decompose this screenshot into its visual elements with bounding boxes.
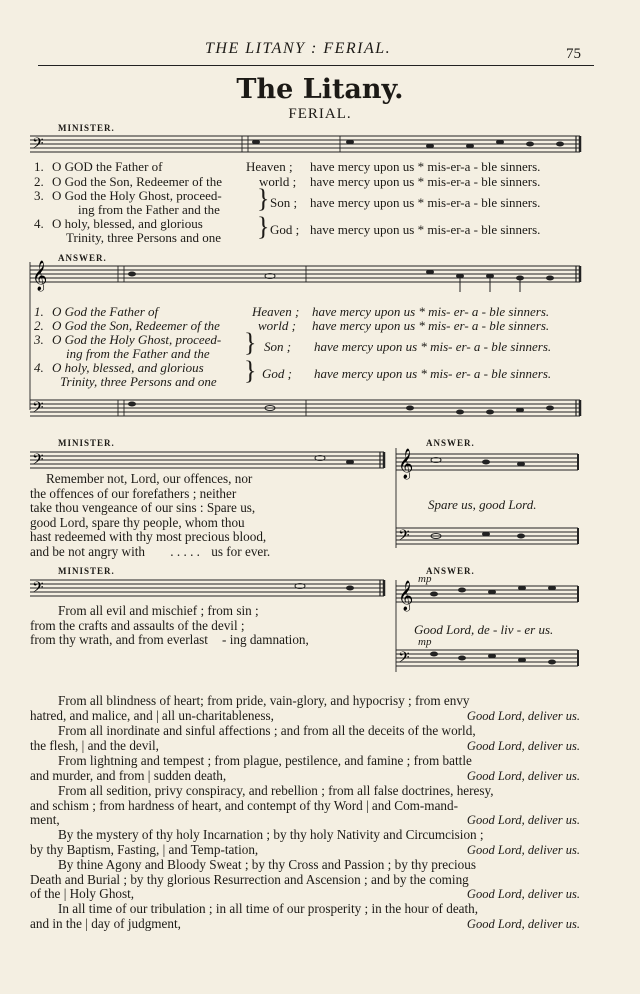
svg-text:𝄢: 𝄢 [398, 649, 410, 670]
svg-text:𝄢: 𝄢 [398, 527, 410, 548]
deprecation-6: By thine Agony and Bloody Sweat ; by thy Cross and Passion ; by thy precious Death and Burial ; by thy glorious Resurrection and Ascension ; and by the coming of the | Holy Ghost, Good Lord, deliver us. [30, 857, 580, 901]
answer-bass-staff [30, 396, 582, 422]
evil-text: From all evil and mischief ; from sin ; from the crafts and assaults of the devil ; from thy wrath, and from everlast - ing damnation, [30, 603, 309, 647]
minister-response-2: have mercy upon us * mis-er-a - ble sinners. [310, 174, 541, 189]
minister-label-2: MINISTER. [58, 438, 115, 448]
minister-response-3: have mercy upon us * mis-er-a - ble sinners. [310, 195, 541, 210]
answer-response-4: have mercy upon us * mis- er- a - ble sinners. [314, 366, 552, 381]
answer-invocation-1: 1. O God the Father of [34, 304, 159, 319]
minister-invocation-3-cont: ing from the Father and the [78, 202, 220, 217]
brace: } [257, 212, 270, 241]
dynamic-mp: mp [418, 573, 432, 585]
deprecation-4: From all sedition, privy conspiracy, and rebellion ; from all false doctrines, heresy, and schism ; from hardness of heart, and contempt of thy Word | and Com-mand- ment, Good Lord, deliver us. [30, 783, 580, 827]
minister-invocation-2-end: world ; [259, 174, 297, 189]
minister-label: MINISTER. [58, 123, 115, 133]
answer-invocation-4: 4. O holy, blessed, and glorious [34, 360, 204, 375]
minister-response-1: have mercy upon us * mis-er-a - ble sinners. [310, 159, 541, 174]
header-rule [38, 65, 594, 66]
brace: } [244, 356, 257, 385]
brace: } [244, 328, 257, 357]
answer-invocation-4-cont: Trinity, three Persons and one [60, 374, 217, 389]
deprecation-3: From lightning and tempest ; from plague, pestilence, and famine ; from battle and murder, and from | sudden death, Good Lord, deliver us. [30, 753, 580, 783]
page-number: 75 [566, 46, 581, 62]
answer-response-1: have mercy upon us * mis- er- a - ble sinners. [312, 304, 550, 319]
svg-text:𝄢: 𝄢 [32, 579, 44, 600]
svg-text:𝄢: 𝄢 [32, 399, 44, 420]
answer-treble-staff-3 [396, 580, 582, 612]
minister-staff-3 [30, 576, 386, 602]
running-head: THE LITANY : FERIAL. [205, 40, 392, 57]
answer-label-2: ANSWER. [426, 438, 475, 448]
deprecation-1: From all blindness of heart; from pride, vain-glory, and hypocrisy ; from envy hatred, and malice, and | all un-charitableness, Good Lord, deliver us. [30, 693, 580, 723]
minister-invocation-4-cont: Trinity, three Persons and one [66, 230, 222, 245]
answer-invocation-1-end: Heaven ; [252, 304, 300, 319]
answer-invocation-2-end: world ; [258, 318, 296, 333]
answer-response-3: have mercy upon us * mis- er- a - ble sinners. [314, 339, 552, 354]
minister-response-4: have mercy upon us * mis-er-a - ble sinners. [310, 222, 541, 237]
answer-treble-staff-2 [396, 448, 582, 480]
answer-response-2: have mercy upon us * mis- er- a - ble sinners. [312, 318, 550, 333]
answer-invocation-2: 2. O God the Son, Redeemer of the [34, 318, 220, 333]
page-subtitle: FERIAL. [288, 106, 352, 122]
deprecation-5: By the mystery of thy holy Incarnation ; by thy holy Nativity and Circumcision ; by thy Baptism, Fasting, | and Temp-tation, Good Lord, deliver us. [30, 827, 580, 857]
svg-text:𝄞: 𝄞 [32, 261, 48, 291]
deprecation-7: In all time of our tribulation ; in all time of our prosperity ; in the hour of death, and in the | day of judgment, Good Lord, deliver us. [30, 901, 580, 931]
answer-invocation-3-end: Son ; [264, 339, 292, 354]
minister-invocation-1-end: Heaven ; [246, 159, 293, 174]
remember-text: Remember not, Lord, our offences, nor the offences of our forefathers ; neither take thou vengeance of our sins : Spare us, good Lord, spare thy people, whom thou hast redeemed with thy most precious blood, and be not angry with . . . . . us for ever. [30, 471, 271, 559]
minister-invocation-3: 3. O God the Holy Ghost, proceed- [34, 188, 222, 203]
answer-invocation-3-cont: ing from the Father and the [66, 346, 210, 361]
answer-bass-staff-2 [396, 524, 582, 550]
answer-good-lord: Good Lord, de - liv - er us. [414, 622, 554, 637]
deprecation-2: From all inordinate and sinful affections ; and from all the deceits of the world, the flesh, | and the devil, Good Lord, deliver us. [30, 723, 580, 753]
svg-text:𝄞: 𝄞 [398, 581, 414, 611]
answer-invocation-3: 3. O God the Holy Ghost, proceed- [34, 332, 222, 347]
svg-text:𝄢: 𝄢 [32, 451, 44, 472]
brace: } [257, 184, 270, 213]
minister-invocation-3-end: Son ; [270, 195, 298, 210]
svg-text:𝄢: 𝄢 [32, 135, 44, 156]
answer-spare-us: Spare us, good Lord. [428, 497, 537, 512]
minister-invocation-4: 4. O holy, blessed, and glorious [34, 216, 203, 231]
answer-invocation-4-end: God ; [262, 366, 292, 381]
dynamic-mp-2: mp [418, 636, 432, 648]
answer-treble-staff [30, 262, 582, 302]
page-title: The Litany. [236, 74, 404, 105]
minister-invocation-2: 2. O God the Son, Redeemer of the [34, 174, 223, 189]
minister-staff-1 [30, 132, 582, 158]
answer-bass-staff-3 [396, 646, 582, 672]
minister-invocation-1: 1. O GOD the Father of [34, 159, 163, 174]
svg-text:𝄞: 𝄞 [398, 449, 414, 479]
minister-label-3: MINISTER. [58, 566, 115, 576]
answer-label-3: ANSWER. [426, 566, 475, 576]
answer-label: ANSWER. [58, 253, 107, 263]
minister-invocation-4-end: God ; [270, 222, 300, 237]
